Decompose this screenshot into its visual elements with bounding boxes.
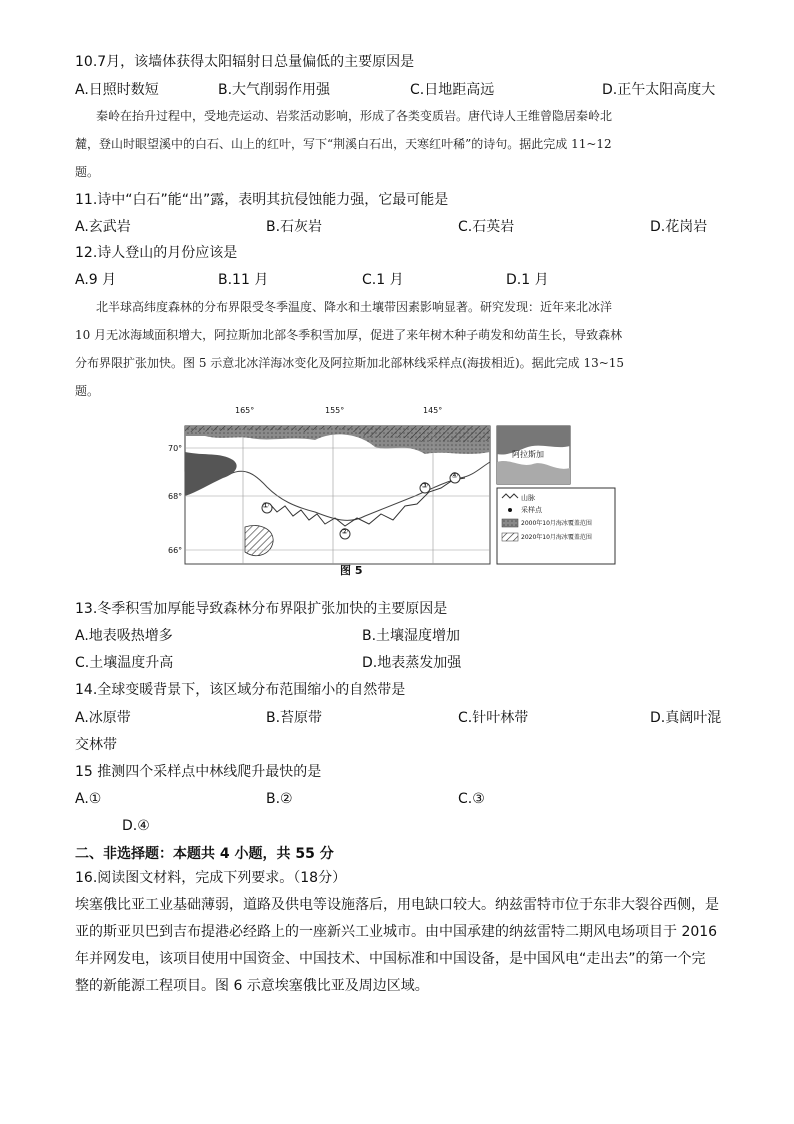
q14-option-c[interactable]: C.针叶林带 xyxy=(458,710,529,726)
q10-option-b[interactable]: B.大气削弱作用强 xyxy=(218,82,331,98)
q13-option-c[interactable]: C.土壤温度升高 xyxy=(75,655,174,671)
fig-sample-point-3: ③ xyxy=(421,481,429,490)
q16-body-line: 亚的斯亚贝巴到吉布提港必经路上的一座新兴工业城市。由中国承建的纳兹雷特二期风电场项目于 2016 xyxy=(75,924,718,940)
fig-legend-ice-2000: 2000年10月海冰覆盖范围 xyxy=(521,520,592,527)
q11-option-d[interactable]: D.花岗岩 xyxy=(650,219,708,235)
fig-lon-label: 165° xyxy=(235,406,255,415)
q13-option-d[interactable]: D.地表蒸发加强 xyxy=(362,655,462,671)
q10-option-c[interactable]: C.日地距高远 xyxy=(410,82,495,98)
q12-stem: 12.诗人登山的月份应该是 xyxy=(75,245,238,261)
q12-option-a[interactable]: A.9 月 xyxy=(75,272,117,288)
figure-caption: 图 5 xyxy=(340,564,363,577)
fig-legend-ice-2020: 2020年10月海冰覆盖范围 xyxy=(521,534,592,541)
q15-option-c[interactable]: C.③ xyxy=(458,791,485,807)
q10-option-d[interactable]: D.正午太阳高度大 xyxy=(602,82,716,98)
q11-option-c[interactable]: C.石英岩 xyxy=(458,219,515,235)
fig-lon-label: 145° xyxy=(423,406,443,415)
q16-stem: 16.阅读图文材料，完成下列要求。（18分） xyxy=(75,870,347,886)
q11-stem: 11.诗中“白石”能“出”露，表明其抗侵蚀能力强，它最可能是 xyxy=(75,192,449,208)
q15-option-d[interactable]: D.④ xyxy=(122,818,150,834)
q15-option-b[interactable]: B.② xyxy=(266,791,293,807)
q13-stem: 13.冬季积雪加厚能导致森林分布界限扩张加快的主要原因是 xyxy=(75,601,448,617)
q14-option-b[interactable]: B.苔原带 xyxy=(266,710,323,726)
section2-heading: 二、非选择题：本题共 4 小题，共 55 分 xyxy=(75,846,334,862)
passage2-line: 题。 xyxy=(75,384,100,398)
passage2-line: 分布界限扩张加快。图 5 示意北冰洋海冰变化及阿拉斯加北部林线采样点(海拔相近)。据此完成 13~15 xyxy=(75,356,625,370)
fig-lat-label: 66° xyxy=(168,546,183,555)
passage1-line: 题。 xyxy=(75,165,100,179)
q16-body-line: 整的新能源工程项目。图 6 示意埃塞俄比亚及周边区域。 xyxy=(75,978,429,994)
passage2-line: 10 月无冰海域面积增大，阿拉斯加北部冬季积雪加厚，促进了来年树木种子萌发和幼苗生长，导致森林 xyxy=(75,328,623,342)
q16-body-line: 年并网发电，该项目使用中国资金、中国技术、中国标准和中国设备，是中国风电“走出去”的第一个完 xyxy=(75,951,706,967)
q11-option-b[interactable]: B.石灰岩 xyxy=(266,219,323,235)
q10-stem: 10.7月，该墙体获得太阳辐射日总量偏低的主要原因是 xyxy=(75,54,415,70)
q16-body-line: 埃塞俄比亚工业基础薄弱，道路及供电等设施落后，用电缺口较大。纳兹雷特市位于东非大裂谷西侧，是 xyxy=(75,897,719,913)
q13-option-a[interactable]: A.地表吸热增多 xyxy=(75,628,173,644)
q14-option-d-continuation: 交林带 xyxy=(75,737,117,753)
q11-option-a[interactable]: A.玄武岩 xyxy=(75,219,131,235)
passage1-line: 秦岭在抬升过程中，受地壳运动、岩浆活动影响，形成了各类变质岩。唐代诗人王维曾隐居秦岭北 xyxy=(96,109,613,123)
fig-sample-point-1: ① xyxy=(262,501,270,510)
fig-lat-label: 70° xyxy=(168,444,183,453)
passage2-line: 北半球高纬度森林的分布界限受冬季温度、降水和土壤带因素影响显著。研究发现：近年来北冰洋 xyxy=(96,300,613,314)
q15-stem: 15 推测四个采样点中林线爬升最快的是 xyxy=(75,764,322,780)
q14-option-a[interactable]: A.冰原带 xyxy=(75,710,131,726)
fig-lon-label: 155° xyxy=(325,406,345,415)
q12-option-d[interactable]: D.1 月 xyxy=(506,272,549,288)
q14-option-d[interactable]: D.真阔叶混 xyxy=(650,710,722,726)
fig-inset-label: 阿拉斯加 xyxy=(512,450,544,459)
q10-option-a[interactable]: A.日照时数短 xyxy=(75,82,159,98)
fig-lat-label: 68° xyxy=(168,492,183,501)
figure-5-map xyxy=(175,412,625,587)
fig-sample-point-2: ② xyxy=(341,527,349,536)
q12-option-b[interactable]: B.11 月 xyxy=(218,272,269,288)
q13-option-b[interactable]: B.土壤湿度增加 xyxy=(362,628,461,644)
q12-option-c[interactable]: C.1 月 xyxy=(362,272,404,288)
fig-legend-mountain: 山脉 xyxy=(521,494,535,502)
passage1-line: 麓，登山时眼望溪中的白石、山上的红叶，写下“荆溪白石出，天寒红叶稀”的诗句。据此完成 11~12 xyxy=(75,137,612,151)
q15-option-a[interactable]: A.① xyxy=(75,791,102,807)
q14-stem: 14.全球变暖背景下，该区域分布范围缩小的自然带是 xyxy=(75,682,406,698)
fig-legend-sample: 采样点 xyxy=(521,506,542,514)
fig-sample-point-4: ④ xyxy=(451,471,459,480)
